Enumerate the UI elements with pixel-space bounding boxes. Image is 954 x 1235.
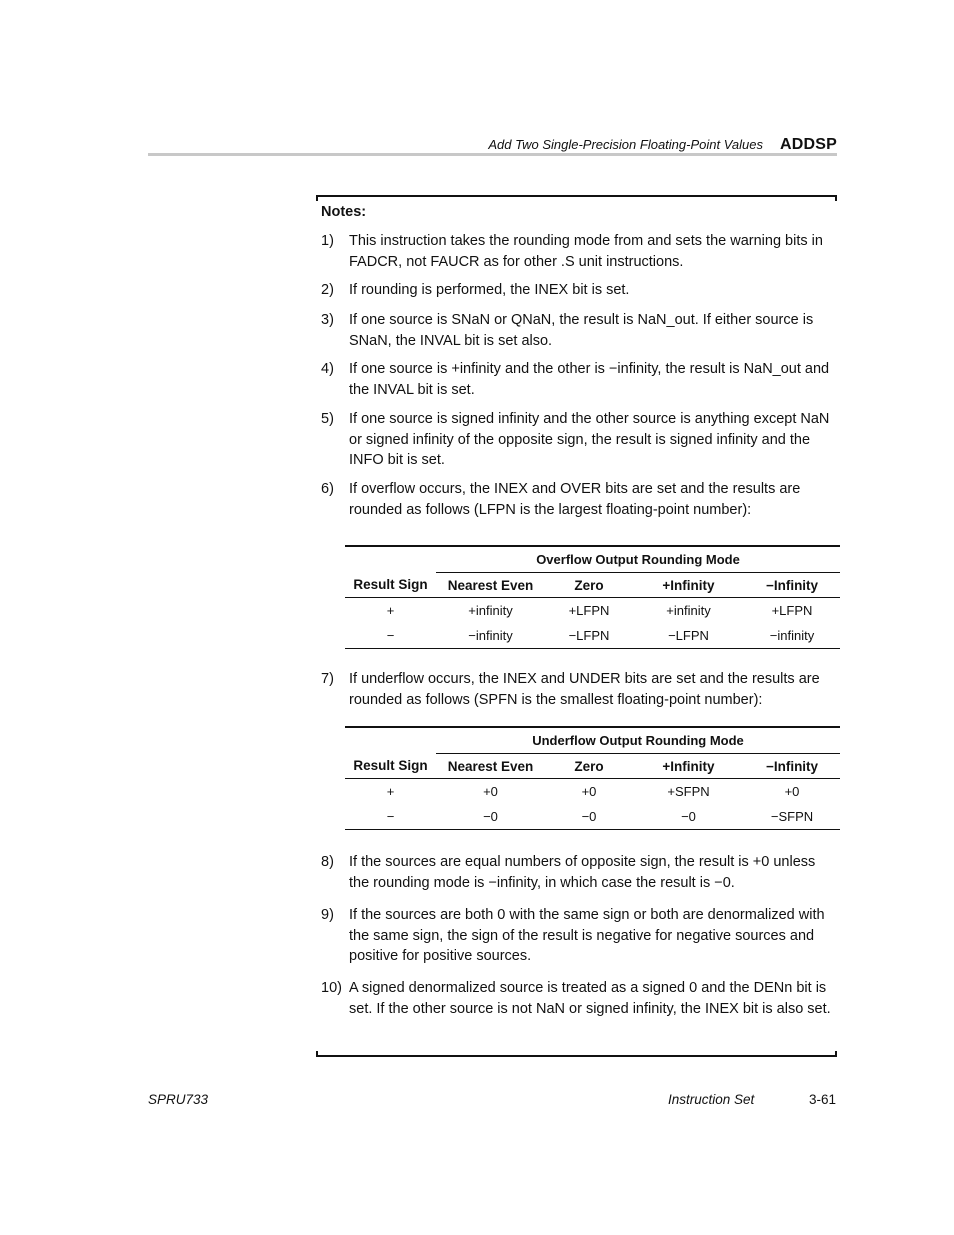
note-text: If one source is signed infinity and the other source is anything except NaN or signed infinity of the opposite sign, the result is signed infinity and the INFO bit is set. — [349, 411, 830, 468]
table-cell: −0 — [436, 804, 545, 830]
table-row — [345, 779, 840, 805]
result-sign-spacer — [345, 727, 436, 754]
table-cell: −LFPN — [633, 623, 744, 649]
note-number: 2) — [321, 282, 334, 298]
note-item-5 — [321, 409, 837, 471]
table-row — [345, 623, 840, 649]
table-cell: +0 — [581, 784, 597, 799]
note-number: 8) — [321, 854, 334, 870]
table-cell: −SFPN — [744, 804, 840, 830]
note-number: 9) — [321, 907, 334, 923]
notes-label: Notes: — [321, 204, 367, 220]
page-header — [148, 132, 837, 156]
note-item-8 — [321, 852, 837, 893]
result-sign-spacer — [345, 546, 436, 573]
note-item-1 — [321, 231, 837, 272]
note-number: 5) — [321, 411, 334, 427]
note-number: 7) — [321, 671, 334, 687]
rule-tick — [316, 1051, 318, 1057]
note-item-6 — [321, 479, 837, 520]
table-cell: +SFPN — [667, 784, 710, 799]
notes-bottom-rule — [316, 1055, 837, 1057]
footer-doc-id: SPRU733 — [148, 1092, 209, 1107]
note-item-9 — [321, 905, 837, 967]
column-header: +Infinity — [633, 754, 744, 779]
note-text: If underflow occurs, the INEX and UNDER bits are set and the results are rounded as follows (SPFN is the smallest floating-point number): — [349, 671, 820, 708]
table-cell: +0 — [784, 784, 800, 799]
table-cell: −infinity — [436, 623, 545, 649]
note-text: If rounding is performed, the INEX bit is set. — [349, 282, 630, 298]
note-item-3 — [321, 310, 837, 351]
notes-box — [316, 195, 837, 1057]
table-cell: + — [386, 603, 395, 618]
table-cell: − — [345, 804, 436, 830]
table-row — [345, 598, 840, 624]
rule-tick — [835, 1051, 837, 1057]
note-number: 10) — [321, 980, 342, 996]
note-number: 1) — [321, 233, 334, 249]
column-header: Result Sign — [345, 573, 436, 598]
overflow-rounding-table — [345, 545, 840, 649]
table-cell: +infinity — [468, 603, 513, 618]
table-cell: +LFPN — [771, 603, 813, 618]
header-mnemonic: ADDSP — [779, 136, 837, 153]
notes-top-rule — [316, 195, 837, 197]
note-text: If the sources are both 0 with the same sign or both are denormalized with the same sign, the sign of the result is negative for negative sources and positive for positive sources. — [349, 907, 825, 964]
table-cell: −0 — [545, 804, 633, 830]
column-header: +Infinity — [633, 573, 744, 598]
table-cell: +infinity — [666, 603, 711, 618]
underflow-group-header: Underflow Output Rounding Mode — [436, 727, 840, 754]
note-item-4 — [321, 359, 837, 400]
overflow-group-header: Overflow Output Rounding Mode — [436, 546, 840, 573]
note-text: If one source is +infinity and the other is −infinity, the result is NaN_out and the INVAL bit is set. — [349, 361, 830, 398]
column-header: Nearest Even — [436, 754, 545, 779]
table-row — [345, 804, 840, 830]
table-cell: −infinity — [744, 623, 840, 649]
note-number: 4) — [321, 361, 334, 377]
note-number: 3) — [321, 312, 334, 328]
column-header: −Infinity — [744, 754, 840, 779]
note-item-7 — [321, 669, 837, 710]
column-header: Nearest Even — [436, 573, 545, 598]
note-text: If the sources are equal numbers of opposite sign, the result is +0 unless the rounding mode is −infinity, in which case the result is −0. — [349, 854, 816, 891]
note-text: If overflow occurs, the INEX and OVER bits are set and the results are rounded as follows (LFPN is the largest floating-point number): — [349, 481, 801, 518]
table-cell: −0 — [633, 804, 744, 830]
footer-section-title: Instruction Set — [668, 1092, 755, 1107]
rule-tick — [316, 195, 318, 201]
rule-tick — [835, 195, 837, 201]
table-cell: +0 — [483, 784, 498, 799]
note-item-2 — [321, 280, 837, 301]
note-text: If one source is SNaN or QNaN, the result is NaN_out. If either source is SNaN, the INVAL bit is set also. — [349, 312, 814, 349]
column-header: Zero — [545, 573, 633, 598]
note-number: 6) — [321, 481, 334, 497]
note-item-10 — [321, 978, 837, 1019]
table-cell: − — [345, 623, 436, 649]
note-text: This instruction takes the rounding mode from and sets the warning bits in FADCR, not FAUCR as for other .S unit instructions. — [349, 233, 823, 270]
header-title: Add Two Single-Precision Floating-Point Values — [488, 137, 763, 152]
column-header: −Infinity — [744, 573, 840, 598]
table-cell: +LFPN — [568, 603, 610, 618]
column-header: Result Sign — [345, 754, 436, 779]
table-cell: + — [386, 784, 395, 799]
note-text: A signed denormalized source is treated as a signed 0 and the DENn bit is set. If the other source is not NaN or signed infinity, the INEX bit is also set. — [349, 980, 831, 1017]
table-cell: −LFPN — [545, 623, 633, 649]
column-header: Zero — [545, 754, 633, 779]
underflow-rounding-table — [345, 726, 840, 830]
footer-page-number: 3-61 — [808, 1092, 836, 1107]
